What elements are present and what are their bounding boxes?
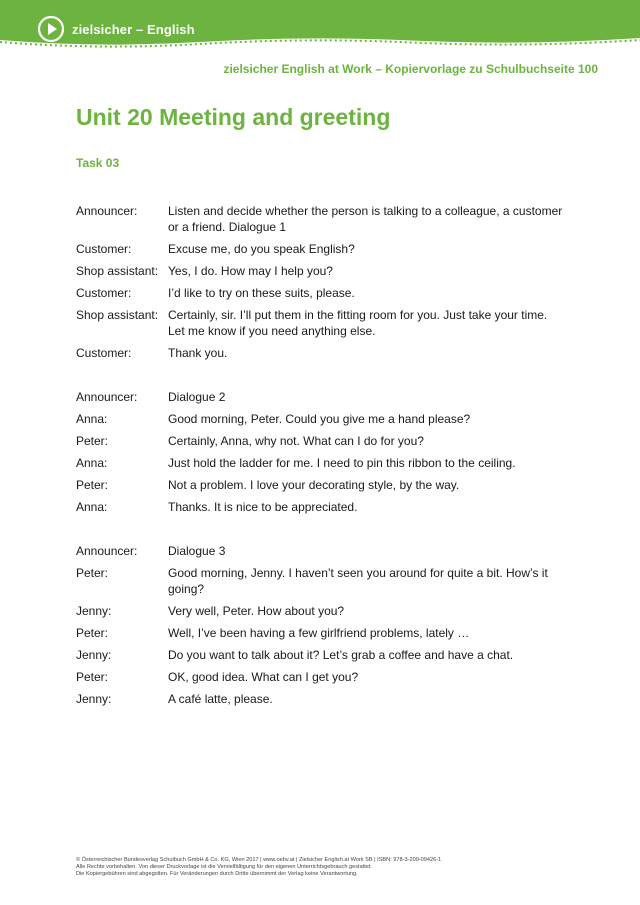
dialogue-line: [76, 411, 576, 427]
dialogue-line: [76, 647, 576, 663]
speaker-name: Peter:: [76, 566, 109, 580]
footer-line: © Österreichischer Bundesverlag Schulbuch GmbH & Co. KG, Wien 2017 | www.oebv.at | Zielsicher English at Work SB | ISBN: 978-3-209-09426-1: [76, 857, 442, 863]
dialogue-script: [76, 203, 576, 713]
dialogue-line: [76, 285, 576, 301]
dialogue-line: [76, 669, 576, 685]
speaker-name: Customer:: [76, 242, 132, 256]
dialogue-line: [76, 691, 576, 707]
dialogue-line: [76, 203, 576, 235]
speaker-name: Peter:: [76, 434, 109, 448]
footer-line: Alle Rechte vorbehalten. Von dieser Druckvorlage ist die Vervielfältigung für den eigenen Unterrichtsgebrauch gestattet.: [76, 864, 373, 870]
speaker-name: Announcer:: [76, 204, 138, 218]
speech-text: Very well, Peter. How about you?: [168, 604, 345, 618]
dialogue-line: [76, 543, 576, 559]
header-band: [0, 0, 640, 52]
dialogue-line: [76, 433, 576, 449]
dialogue-line: [76, 455, 576, 471]
footer-line: Die Kopiergebühren sind abgegolten. Für Veränderungen durch Dritte übernimmt der Verlag keine Verantwortung.: [76, 871, 358, 877]
dialogue-line: [76, 625, 576, 641]
speech-text: Thanks. It is nice to be appreciated.: [168, 500, 358, 514]
speaker-name: Anna:: [76, 500, 108, 514]
speaker-name: Announcer:: [76, 390, 138, 404]
speech-text: Dialogue 2: [168, 390, 226, 404]
speech-text: Good morning, Jenny. I haven’t seen you around for quite a bit. How’s it going?: [168, 566, 548, 596]
speech-text: Good morning, Peter. Could you give me a hand please?: [168, 412, 471, 426]
speech-text: OK, good idea. What can I get you?: [168, 670, 359, 684]
play-icon: [36, 14, 66, 44]
dialogue-line: [76, 603, 576, 619]
dialogue-line: [76, 241, 576, 257]
dialogue-line: [76, 389, 576, 405]
dialogue-line: [76, 499, 576, 515]
speech-text: Listen and decide whether the person is talking to a colleague, a customer or a friend. Dialogue 1: [168, 204, 563, 234]
dialogue-line: [76, 565, 576, 597]
speech-text: I’d like to try on these suits, please.: [168, 286, 355, 300]
speaker-name: Jenny:: [76, 604, 112, 618]
speaker-name: Anna:: [76, 412, 108, 426]
brand-logo: [36, 14, 195, 44]
logo-text: zielsicher – English: [72, 21, 195, 37]
speech-text: Certainly, sir. I’ll put them in the fitting room for you. Just take your time. Let me know if you need anything else.: [168, 308, 548, 338]
dialogue-line: [76, 263, 576, 279]
speaker-name: Customer:: [76, 346, 132, 360]
task-label: Task 03: [76, 156, 120, 170]
speech-text: A café latte, please.: [168, 692, 273, 706]
speaker-name: Shop assistant:: [76, 308, 159, 322]
speech-text: Yes, I do. How may I help you?: [168, 264, 333, 278]
speaker-name: Peter:: [76, 626, 109, 640]
dialogue-separator: [76, 367, 576, 389]
speaker-name: Shop assistant:: [76, 264, 159, 278]
speaker-name: Customer:: [76, 286, 132, 300]
speech-text: Dialogue 3: [168, 544, 226, 558]
speech-text: Do you want to talk about it? Let’s grab a coffee and have a chat.: [168, 648, 514, 662]
page-title: Unit 20 Meeting and greeting: [76, 104, 391, 130]
dialogue-line: [76, 307, 576, 339]
speech-text: Certainly, Anna, why not. What can I do for you?: [168, 434, 424, 448]
speaker-name: Peter:: [76, 670, 109, 684]
dialogue-separator: [76, 521, 576, 543]
speech-text: Excuse me, do you speak English?: [168, 242, 355, 256]
speaker-name: Peter:: [76, 478, 109, 492]
speaker-name: Anna:: [76, 456, 108, 470]
dialogue-line: [76, 477, 576, 493]
speaker-name: Jenny:: [76, 648, 112, 662]
series-subtitle: zielsicher English at Work – Kopiervorlage zu Schulbuchseite 100: [223, 62, 598, 76]
copyright-footer: [76, 857, 596, 878]
speech-text: Well, I’ve been having a few girlfriend problems, lately …: [168, 626, 470, 640]
dialogue-line: [76, 345, 576, 361]
speaker-name: Jenny:: [76, 692, 112, 706]
speech-text: Just hold the ladder for me. I need to pin this ribbon to the ceiling.: [168, 456, 516, 470]
speech-text: Thank you.: [168, 346, 228, 360]
speaker-name: Announcer:: [76, 544, 138, 558]
speech-text: Not a problem. I love your decorating style, by the way.: [168, 478, 460, 492]
